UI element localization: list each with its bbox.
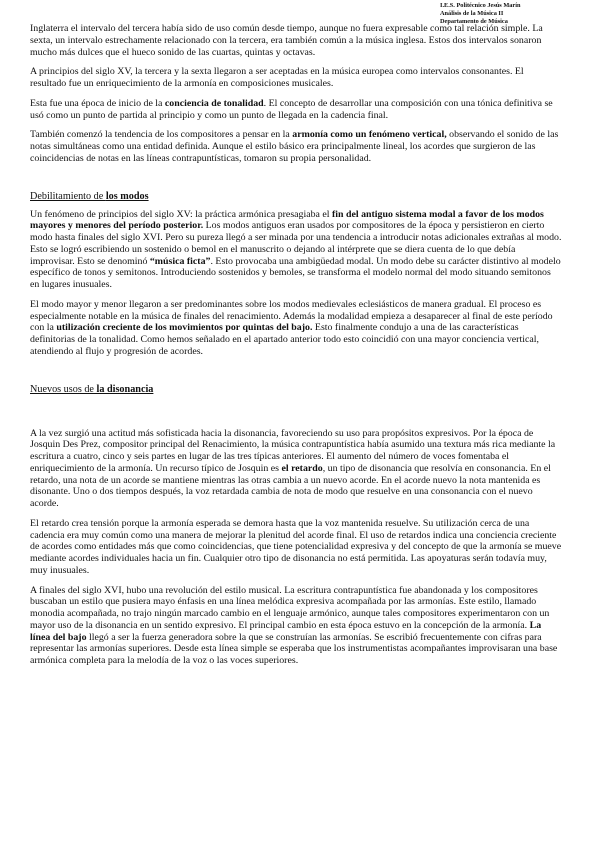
text-run: También comenzó la tendencia de los compositores a pensar en la <box>30 129 293 141</box>
paragraph-monody <box>30 585 562 667</box>
heading-text: Nuevos usos de <box>30 383 97 395</box>
heading-text: Debilitamiento de <box>30 190 106 202</box>
heading-bold-text: la disonancia <box>96 383 154 395</box>
bold-term: “música ficta” <box>149 255 211 267</box>
text-run: El modo mayor y menor llegaron a ser predominantes sobre los modos medievales eclesiásticos de manera gradual. El proceso es especialmente notable en la música de finales del renacimiento. Además la modalidad empieza a desaparecer al final de este período con la <box>30 298 553 334</box>
text-run: Los modos antiguos eran usados por compositores de la época y persistieron en cierto modo hasta finales del siglo XVI. Pero su pureza llegó a ser minada por una tendencia a introducir notas adicionales extrañas al modo. Esto se logró escribiendo un sostenido o bemol en el manuscrito o dejando al intérprete que se diera cuenta de lo que debía improvisar. Esto se denominó <box>30 220 562 267</box>
header-school: I.E.S. Politécnico Jesús Marín <box>440 2 521 9</box>
text-run: . Esto provocaba una ambigüedad modal. Un modo debe su carácter distintivo al modelo específico de tonos y semitonos. Introduciendo sostenidos y bemoles, se transforma el modelo normal del modo situando semitonos en lugares inusuales. <box>30 255 561 290</box>
text-run: . El concepto de desarrollar una composición con una tónica definitiva se usó como un punto de partida al principio y como un punto de llegada en la cadencia final. <box>30 97 553 121</box>
bold-term: armonía como un fenómeno vertical, <box>292 129 447 141</box>
paragraph-modal-system <box>30 209 562 291</box>
section-heading-dissonance <box>30 384 562 396</box>
section-heading-modes <box>30 191 562 203</box>
text-run: Un fenómeno de principios del siglo XV: la práctica armónica presagiaba el <box>30 208 332 220</box>
bold-term: el retardo <box>281 462 323 474</box>
heading-bold-text: los modos <box>105 190 149 202</box>
paragraph-tonality <box>30 98 562 122</box>
paragraph-suspension: El retardo crea tensión porque la armonía esperada se demora hasta que la voz mantenida resuelve. Su utilización cerca de una cadencia era muy común como una manera de mejorar la plenitud del acorde final. El uso de retardos indica una conciencia creciente de acordes como entidades más que como coincidencias, que tiene potencialidad expresiva y del concepto de que la armonía se mueve mediante acordes individuales hacia un fin. Cualquier otro tipo de disonancia no está permitida. Las apoyaturas serán todavía muy, muy inusuales. <box>30 517 562 576</box>
bold-term: La línea del bajo <box>30 619 542 643</box>
document-body <box>30 23 562 667</box>
text-run: llegó a ser la fuerza generadora sobre la que se construían las armonías. Se escribió frecuentemente con cifras para representar las armonías superiores. Desde esta línea simple se esperaba que los instrumentistas acompañantes improvisaran una base armónica completa para la melodía de la voz o las voces superiores. <box>30 631 558 666</box>
text-run: Esto finalmente condujo a una de las características definitorias de la tonalidad. Como hemos señalado en el apartado anterior todo esto coincidió con una mayor conciencia vertical, atendiendo al flujo y progresión de acordes. <box>30 322 539 357</box>
text-run: A la vez surgió una actitud más sofisticada hacia la disonancia, favoreciendo su uso para propósitos expresivos. Por la época de Josquin Des Prez, compositor principal del Renacimiento, la música contrapuntística había asumido una textura más rica mediante la escritura a cuatro, cinco y seis partes en lugar de las tres típicas anteriores. El aumento del número de voces fomentaba el enriquecimiento de la armonía. Un recurso típico de Josquin es <box>30 427 556 474</box>
bold-term: fin del antiguo sistema modal a favor de los modos mayores y menores del período posterior. <box>30 208 544 232</box>
text-run: A finales del siglo XVI, hubo una revolución del estilo musical. La escritura contrapuntística fue abandonada y los compositores buscaban un estilo que pusiera mayo énfasis en una línea melódica expresiva acompañada por las armonías. Este estilo, llamado monodia acompañada, no trajo ningún marcado cambio en el lenguaje armónico, aunque tales compositores experimentaron con un mayor uso de la disonancia en un sentido expresivo. El principal cambio en esta época estuvo en la concepción de la armonía. <box>30 584 550 631</box>
text-run: Esta fue una época de inicio de la <box>30 97 165 109</box>
bold-term: utilización creciente de los movimientos por quintas del bajo. <box>56 322 313 334</box>
paragraph-dissonance <box>30 428 562 510</box>
paragraph-consonant-intervals: A principios del siglo XV, la tercera y la sexta llegaron a ser aceptadas en la música europea como intervalos consonantes. El resultado fue un enriquecimiento de la armonía en composiciones musicales. <box>30 66 524 89</box>
paragraph-major-minor <box>30 299 562 358</box>
paragraph-intervals: Inglaterra el intervalo del tercera había sido de uso común desde tiempo, aunque no fuera expresable como tal relación simple. La sexta, un intervalo estrechamente relacionado con la tercera, era también común a la música inglesa. Estos dos intervalos sonaron mucho más dulces que el hueco sonido de las cuartas, quintas y octavas. <box>30 23 543 58</box>
header-department: Departamento de Música <box>440 18 508 25</box>
paragraph-vertical-harmony <box>30 129 562 164</box>
bold-term: conciencia de tonalidad <box>164 97 264 109</box>
header-subject: Análisis de la Música II <box>440 10 504 17</box>
text-run: observando el sonido de las notas simultáneas como una entidad definida. Aunque el estilo básico era principalmente lineal, los acordes que surgieron de las coincidencias de notas en las líneas contrapuntísticas, tomaron su propia personalidad. <box>30 129 559 164</box>
text-run: , un tipo de disonancia que resolvía en consonancia. En el retardo, una nota de un acorde se mantiene mientras las otras cambia a un nuevo acorde. En el acorde nuevo la nota mantenida es disonante. Uno o dos tiempos después, la voz retardada cambia de nota de modo que resuelve en una consonancia con el nuevo acorde. <box>30 462 551 509</box>
